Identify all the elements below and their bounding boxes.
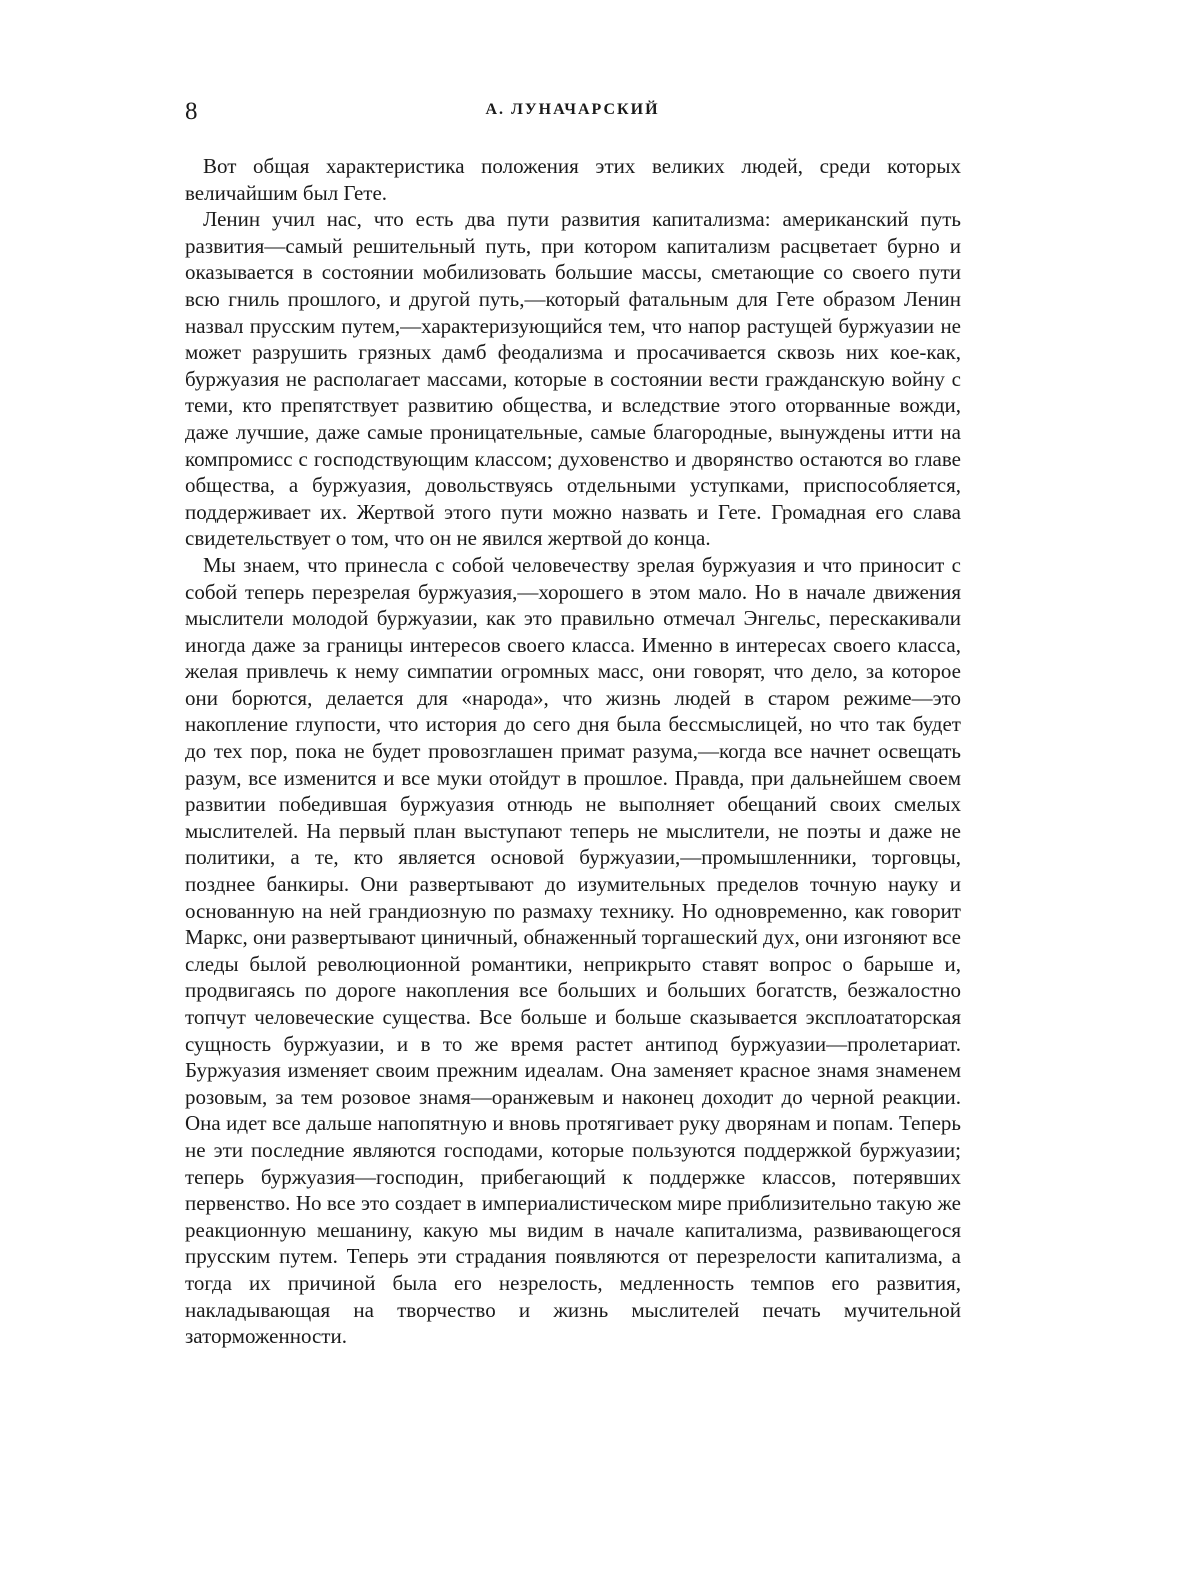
running-head: А. ЛУНАЧАРСКИЙ	[485, 101, 660, 118]
page-header	[185, 97, 960, 133]
body-text	[185, 153, 961, 1350]
paragraph: Вот общая характеристика положения этих великих людей, среди которых величайшим был Гете.	[185, 154, 961, 205]
page-number: 8	[185, 98, 198, 125]
paragraph: Мы знаем, что принесла с собой человечеству зрелая буржуазия и что приносит с собой теперь перезрелая буржуазия,—хорошего в этом мало. Но в начале движения мыслители молодой буржуазии, как это правильно отмечал Энгельс, перескакивали иногда даже за границы интересов своего класса. Именно в интересах своего класса, желая привлечь к нему симпатии огромных масс, они говорят, что дело, за которое они борются, делается для «народа», что жизнь людей в старом режиме—это накопление глупости, что история до сего дня была бессмыслицей, но что так будет до тех пор, пока не будет провозглашен примат разума,—когда все начнет освещать разум, все изменится и все муки отойдут в прошлое. Правда, при дальнейшем своем развитии победившая буржуазия отнюдь не выполняет обещаний своих смелых мыслителей. На первый план выступают теперь не мыслители, не поэты и даже не политики, а те, кто является основой буржуазии,—промышленники, торговцы, позднее банкиры. Они развертывают до изумительных пределов точную науку и основанную на ней грандиозную по размаху технику. Но одновременно, как говорит Маркс, они развертывают циничный, обнаженный торгашеский дух, они изгоняют все следы былой революционной романтики, неприкрыто ставят вопрос о барыше и, продвигаясь по дороге накопления все больших и больших богатств, безжалостно топчут человеческие существа. Все больше и больше сказывается эксплоататорская сущность буржуазии, и в то же время растет антипод буржуазии—пролетариат. Буржуазия изменяет своим прежним идеалам. Она заменяет красное знамя знаменем розовым, за тем розовое знамя—оранжевым и наконец доходит до черной реакции. Она идет все дальше напопятную и вновь протягивает руку дворянам и попам. Теперь не эти последние являются господами, которые пользуются поддержкой буржуазии; теперь буржуазия—господин, прибегающий к поддержке классов, потерявших первенство. Но все это создает в империалистическом мире приблизительно такую же реакционную мешанину, какую мы видим в начале капитализма, развивающегося прусским путем. Теперь эти страдания появляются от перезрелости капитализма, а тогда их причиной была его незрелость, медленность темпов его развития, накладывающая на творчество и жизнь мыслителей печать мучительной заторможенности.	[185, 552, 961, 1349]
paragraph: Ленин учил нас, что есть два пути развития капитализма: американский путь развития—самый решительный путь, при котором капитализм расцветает бурно и оказывается в состоянии мобилизовать большие массы, сметающие со своего пути всю гниль прошлого, и другой путь,—который фатальным для Гете образом Ленин назвал прусским путем,—характеризующийся тем, что напор растущей буржуазии не может разрушить грязных дамб феодализма и просачивается сквозь них кое-как, буржуазия не располагает массами, которые в состоянии вести гражданскую войну с теми, кто препятствует развитию общества, и вследствие этого оторванные вожди, даже лучшие, даже самые проницательные, самые благородные, вынуждены итти на компромисс с господствующим классом; духовенство и дворянство остаются во главе общества, а буржуазия, довольствуясь отдельными уступками, приспособляется, поддерживает их. Жертвой этого пути можно назвать и Гете. Громадная его слава свидетельствует о том, что он не явился жертвой до конца.	[185, 207, 961, 551]
